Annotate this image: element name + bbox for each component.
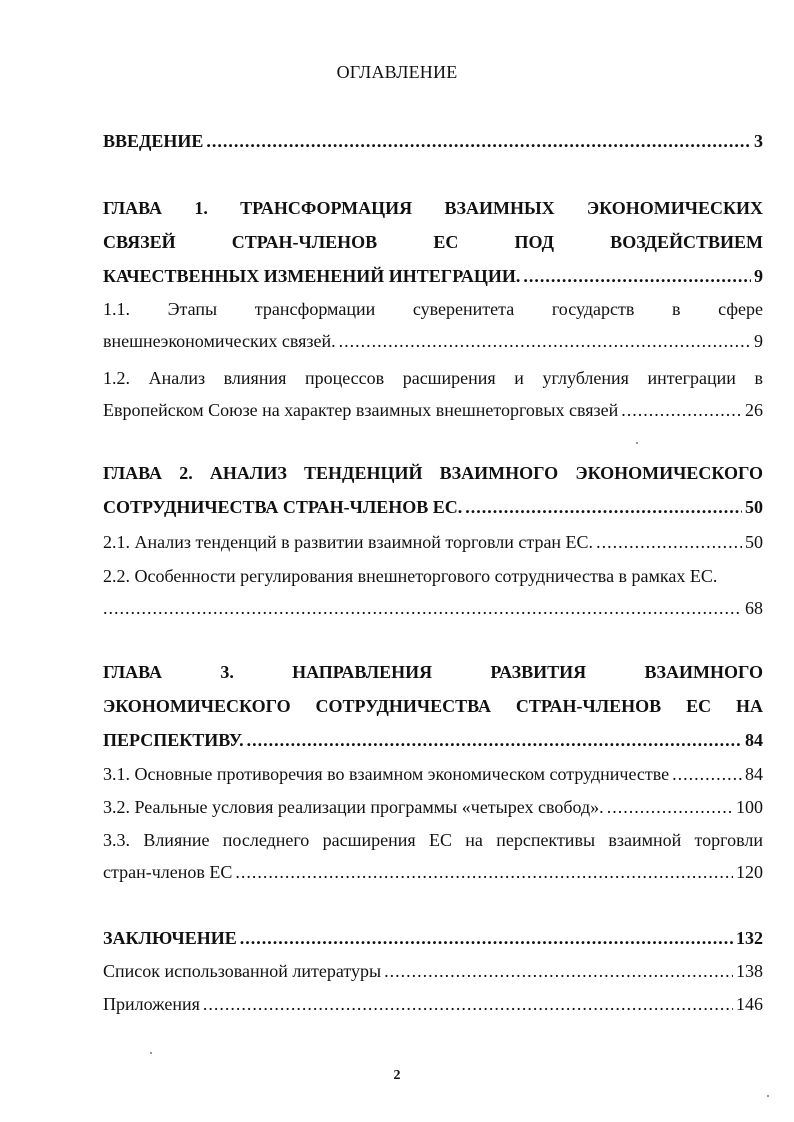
toc-entry-title: 3.1. Основные противоречия во взаимном экономическом сотрудничестве: [103, 764, 670, 784]
toc-page-number: 50: [745, 532, 763, 552]
toc-page-number: 146: [736, 994, 763, 1014]
toc-entry-title: Приложения: [103, 994, 200, 1014]
toc-page-number: 84: [745, 730, 763, 750]
toc-entry-title: Европейском Союзе на характер взаимных внешнеторговых связей: [103, 400, 619, 420]
section-2-2-line-1[interactable]: [103, 564, 763, 588]
toc-entry-title: стран-членов ЕС: [103, 862, 233, 882]
toc-entry-title: Список использованной литературы: [103, 961, 382, 981]
section-2-2-line-2[interactable]: [103, 596, 763, 620]
leader-dots: [235, 860, 733, 884]
toc-page-number: 84: [745, 764, 763, 784]
scan-speck: [150, 1052, 152, 1054]
leader-dots: [672, 762, 742, 786]
leader-dots: [384, 959, 733, 983]
toc-page-number: 26: [745, 400, 763, 420]
leader-dots: [523, 264, 751, 288]
section-2-1[interactable]: [103, 530, 763, 554]
toc-entry-appendices[interactable]: [103, 992, 763, 1016]
scan-speck: [636, 442, 638, 444]
footer-page-number: 2: [393, 1068, 401, 1083]
chapter-2-heading-line-1[interactable]: ГЛАВА 2. АНАЛИЗ ТЕНДЕНЦИЙ ВЗАИМНОГО ЭКОНОМИЧЕСКОГО: [103, 463, 763, 483]
leader-dots: [339, 329, 751, 353]
toc-page-number: 9: [754, 331, 763, 351]
toc-page-number: 120: [736, 862, 763, 882]
toc-entry-references[interactable]: [103, 959, 763, 983]
toc-entry-title: 2.1. Анализ тенденций в развитии взаимной торговли стран ЕС.: [103, 532, 594, 552]
chapter-1-heading-line-2[interactable]: СВЯЗЕЙ СТРАН-ЧЛЕНОВ ЕС ПОД ВОЗДЕЙСТВИЕМ: [103, 232, 763, 252]
toc-page-number: 100: [736, 797, 763, 817]
section-3-3-line-2[interactable]: [103, 860, 763, 884]
leader-dots: [240, 926, 733, 950]
scan-speck: [767, 1095, 769, 1097]
section-1-2-line-1[interactable]: 1.2. Анализ влияния процессов расширения и углубления интеграции в: [103, 368, 763, 388]
leader-dots: [247, 728, 742, 752]
chapter-1-heading-line-1[interactable]: ГЛАВА 1. ТРАНСФОРМАЦИЯ ВЗАИМНЫХ ЭКОНОМИЧЕСКИХ: [103, 198, 763, 218]
toc-entry-title: внешнеэкономических связей.: [103, 331, 336, 351]
leader-dots: [206, 129, 751, 153]
leader-dots: [103, 596, 742, 620]
chapter-2-heading-line-2[interactable]: [103, 495, 763, 519]
chapter-1-heading-line-3[interactable]: [103, 264, 763, 288]
section-1-2-line-2[interactable]: [103, 398, 763, 422]
page-title: ОГЛАВЛЕНИЕ: [336, 62, 458, 82]
toc-page-number: 138: [736, 961, 763, 981]
toc-entry-conclusion[interactable]: [103, 926, 763, 950]
section-3-2[interactable]: [103, 795, 763, 819]
leader-dots: [621, 398, 742, 422]
toc-entry-title: ЗАКЛЮЧЕНИЕ: [103, 928, 237, 948]
section-1-1-line-2[interactable]: [103, 329, 763, 353]
toc-page-number: 68: [745, 598, 763, 618]
leader-dots: [465, 495, 742, 519]
leader-dots: [596, 530, 742, 554]
section-3-3-line-1[interactable]: 3.3. Влияние последнего расширения ЕС на перспективы взаимной торговли: [103, 830, 763, 850]
leader-dots: [203, 992, 733, 1016]
toc-page-number: 9: [754, 266, 763, 286]
toc-page-number: 50: [745, 497, 763, 517]
toc-page-number: 132: [736, 928, 763, 948]
toc-entry-title: 2.2. Особенности регулирования внешнеторгового сотрудничества в рамках ЕС.: [103, 566, 718, 586]
leader-dots: [607, 795, 733, 819]
toc-entry-title: ПЕРСПЕКТИВУ.: [103, 730, 244, 750]
toc-page-number: 3: [754, 131, 763, 151]
toc-entry-intro[interactable]: [103, 129, 763, 153]
chapter-3-heading-line-3[interactable]: [103, 728, 763, 752]
toc-entry-title: СОТРУДНИЧЕСТВА СТРАН-ЧЛЕНОВ ЕС.: [103, 497, 463, 517]
chapter-3-heading-line-1[interactable]: ГЛАВА 3. НАПРАВЛЕНИЯ РАЗВИТИЯ ВЗАИМНОГО: [103, 662, 763, 682]
toc-entry-title: 3.2. Реальные условия реализации программы «четырех свобод».: [103, 797, 604, 817]
toc-entry-title: ВВЕДЕНИЕ: [103, 131, 204, 151]
section-3-1[interactable]: [103, 762, 763, 786]
chapter-3-heading-line-2[interactable]: ЭКОНОМИЧЕСКОГО СОТРУДНИЧЕСТВА СТРАН-ЧЛЕНОВ ЕС НА: [103, 696, 763, 716]
section-1-1-line-1[interactable]: 1.1. Этапы трансформации суверенитета государств в сфере: [103, 299, 763, 319]
toc-entry-title: КАЧЕСТВЕННЫХ ИЗМЕНЕНИЙ ИНТЕГРАЦИИ.: [103, 266, 521, 286]
